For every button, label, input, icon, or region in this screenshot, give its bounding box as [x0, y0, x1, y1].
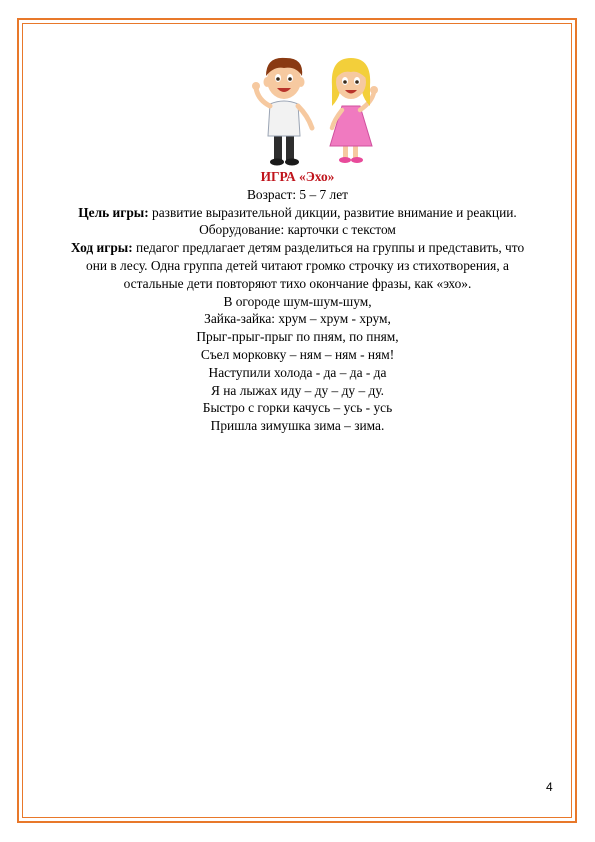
- poem-line: Наступили холода - да – да - да: [208, 364, 387, 380]
- age-line: Возраст: 5 – 7 лет: [246, 186, 349, 202]
- poem-line: Зайка-зайка: хрум – хрум - хрум,: [204, 311, 391, 327]
- procedure-paragraph: [60, 239, 535, 292]
- boy-figure: [252, 58, 312, 166]
- poem-line: Прыг-прыг-прыг по пням, по пням,: [196, 329, 399, 345]
- girl-figure: [330, 58, 378, 163]
- page-number: 4: [546, 780, 553, 794]
- goal-text: развитие выразительной дикции, развитие внимание и реакции.: [148, 204, 517, 220]
- equipment-line: Оборудование: карточки с текстом: [199, 222, 396, 238]
- game-description: [60, 168, 535, 435]
- boy-and-girl-illustration: [248, 48, 388, 170]
- poem-line: В огороде шум-шум-шум,: [223, 293, 372, 309]
- poem-line: Съел морковку – ням – ням - ням!: [200, 346, 395, 362]
- poem-line: Пришла зимушка зима – зима.: [210, 418, 385, 434]
- procedure-text: педагог предлагает детям разделиться на группы и представить, что они в лесу. Одна группа детей читают громко строчку из стихотворения, а остальные дети повторяют тихо окончание фразы, как «эхо».: [86, 240, 525, 291]
- goal-label: Цель игры:: [78, 204, 149, 220]
- procedure-label: Ход игры:: [70, 240, 133, 256]
- poem-line: Я на лыжах иду – ду – ду – ду.: [210, 382, 385, 398]
- poem-line: Быстро с горки качусь – усь - усь: [202, 400, 393, 416]
- game-title: ИГРА «Эхо»: [260, 169, 335, 184]
- goal-line: [60, 204, 535, 222]
